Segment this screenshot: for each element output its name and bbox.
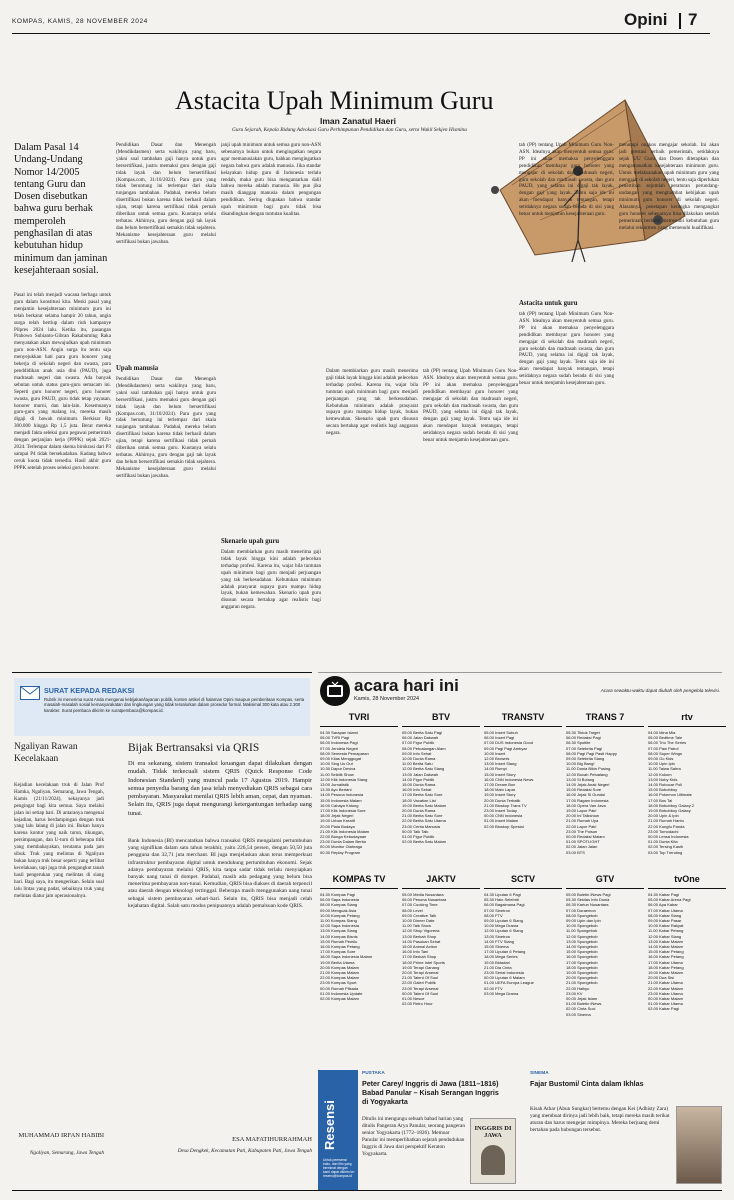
schedule-item: 19.00 Bidadari [484,959,510,965]
schedule-item: 03.00 BTS [566,849,585,855]
article-title: Astacita Upah Minimum Guru [175,86,494,115]
schedule-item: 04.30 Kompas Pagi [320,892,355,897]
schedule-item: 09.00 Menguak Asia [320,907,357,913]
schedule-item: 01.00 UEFA Europa League [484,980,534,986]
schedule-item: 23.00 KV [566,990,583,996]
schedule-item: 14.00 Pesona Indonesia [320,792,364,798]
schedule-item: 10.00 Dinner Date [402,918,435,924]
schedule-item: 14.00 Figur Publik [402,776,435,782]
schedule-item: 18.00 Mega Series [484,954,518,960]
schedule-item: 10.00 Dunia Rama [402,756,436,762]
schedule-item: 15.00 Dunia Rama [402,782,436,788]
schedule-item: 06.00 Apa Kabar [648,902,678,908]
schedule-item: 15.00 Sinema [484,944,509,950]
schedule-item: 18.00 Bobobboy Galaxy 2 [648,802,695,808]
schedule-item: 10.00 Mega Drama [484,923,519,929]
schedule-item: 02.00 Retro Hour [402,1001,433,1007]
schedule-item: 02.00 FTV [484,985,503,991]
schedule-item: 07.00 DUS Indonesia Good [484,740,533,746]
schedule-item: 15.00 Spongebob [566,949,598,955]
schedule-item: 02.00 Bioskop Spesial [484,823,524,829]
schedule-item: 01.00 Kabar Utama [648,1001,683,1007]
schedule-item: 09.00 Info Sehat [402,750,432,756]
schedule-item: 13.00 Sinetron [484,933,511,939]
schedule-item: 20.00 Terapi Arsenal [402,970,439,976]
schedule-item: 00.00 Kabar Malam [648,996,683,1002]
schedule-item: 11.00 Talk Show [402,923,431,929]
schedule-item: 07.00 Figur Publik [402,740,435,746]
tv-bottom-channel-logo: KOMPAS TV [320,870,398,889]
schedule-item: 23.00 Tomodachi [648,828,679,834]
article-col-3: janji upah minimum untuk semua guru non-ASN sebenarnya bukan untuk mengingatkan negara agar memanusiakan guru, bahkan mengingatkan negara bahwa guru adalah manusia. Jika standar kelayakan hidup guru di Indonesia terlalu rendah, maka guru bisa mengantarkan dalil bahwa mereka adalah manusia. Hu pun jika masih dianggap manusia dalam pengungan pendidikan. Sering diupakan bahwa standar upah minimum bagi guru tidak bisa disandingkan dengan tuntutan kualitas. [221,142,321,218]
schedule-item: 22.00 Kompas Malam [320,975,359,981]
schedule-item: 13.30 Ayo Bertani [320,787,352,793]
schedule-item: 22.00 Bunga Kebudayaan [320,834,367,840]
schedule-item: 20.00 Kompas Malam [320,964,359,970]
schedule-item: 22.00 Galeri Publik [402,980,436,986]
letter-sign: MUHAMMAD IRFAN HABIBI [18,1132,104,1139]
pustaka-body: Ditulis ini mengungu sebuah babad harian yang ditulis Pangeran Arya Panular, seorang pangeran senior Yogyakarta (1772–1826). Memoar Panular ini memperlihatkan sejarah pendudukan Inggris di Jawa dari perspektif Keraton Yogyakarta. [362,1116,466,1157]
schedule-item: 13.00 Berkah Shop [402,933,437,939]
schedule-item: 10.00 Spongebob [566,923,598,929]
article-col-2: Pendidikan Dasar dan Menengah (Mendikdasmen) serta wakilnya yang baru, yakni soal tambahan gaji hanya untuk guru bersertifikasi, justru memaksi guru dengan gaji tidak layak dan belum bersertifikasi (Kompas.com, 31/10/2024). Para guru yang tidak beruntung ini terlempar dari skala tunjangan tambahan. Padahal, mereka belum disertifikasi bukan karena tidak berhasil dalam ujian, tetapi karena sertifikasi tidak pernah diberikan untuk semua guru. Kuotanya selalu terbatas. Akhirnya, guru dengan gaji tak layak dan belum bersertifikasi semakin tidak sejahtera. Mekanisme kesejahteraan guru melalui sertifikasi bukan jawaban. [116,142,216,245]
schedule-item: 09.00 Pagi Pagi Ambyar [484,745,527,751]
letter-body: Kejadian kecelakaan truk di Jalan Prof Hamka, Ngaliyan, Semarang, Jawa Tengah, Kamis (21/11/2024), sekayanya jadi pengingat bagi kita semua. Saya melalui jalan ini setiap hari. Di antaranya mengenai kejadian, harus berdampingan dengan truk yang lalu lalang di jalan ini. Bukan hanya karena kontur yang naik turun, tikungan, persimpangan, dan U-turn di beberapa titik yang membahayakan, terutama pada jam sibuk. Truk yang melintas di Ngaliyan bukan hanya truk besar seperti yang terlibat kecelakaan, tapi juga truk pengangkut tanah hasil pengerukan yang melintas di siang hari. Bagi saya, itu mengerikan. Selain soal lalu lintas yang padat, sebaiknya truk yang melintas diatur jam operasionalnya. [14,782,104,899]
schedule-item: 15.00 Redaksi Sore [566,787,602,793]
schedule-item: 05.30 Halo Selebriti [484,897,519,903]
schedule-item: 09.00 Kilas Menggugat [320,756,361,762]
schedule-item: 16.00 Kabar Petang [648,954,684,960]
schedule-item: 17.00 Ragam Indonesia [566,797,609,803]
schedule-item: 22.00 Lapor Pak! [566,823,597,829]
schedule-item: 06.00 Pesona Nusantara [402,897,447,903]
schedule-item: 19.00 Bobobboy Galaxy [648,808,691,814]
schedule-item: 00.00 Redaksi Malam [566,834,605,840]
schedule-item: 15.00 Insert Story [484,771,516,777]
schedule-item: 00.00 Liputan 6 Malam [484,975,525,981]
sinema-label: SINEMA [530,1071,549,1076]
qris-body: Bank Indonesia (BI) mencatatkan bahwa transaksi QRIS mengalami pertumbuhan yang signifikan dalam satu tahun terakhir, yaitu 226,54 persen, dengan 50,50 juta pengguna dan 32,71 juta merchant. BI juga menjelaskan akan terus memperkuat infrastruktur pembayaran digital untuk mendukung pertumbuhan ekonomi. Sejak adanya pembayaran melalui QRIS, kita tanpa sadar tidak terlalu menyiapkan banyak uang tunai di dompet. Padahal, masih ada pedagang yang belum bisa menerima pembayaran non-tunai. Kemudian, QRIS bisa diakses di daerah terpencil atau daerah dengan teknologi tertinggal. Beberapa masih menggunakan uang tunai sebagai sistem pembayaran sehari-hari. Selain itu, QRIS bisa menjadi celah kejahatan digital. Salah satu modus penipuannya adalah pemalsuan kode QRIS. [128,838,312,909]
schedule-item: 00.00 Talk Talk [402,828,429,834]
letter-loc: Ngaliyan, Semarang, Jawa Tengah [29,1150,104,1156]
schedule-item: 13.00 Jalan Dakwah [402,771,439,777]
schedule-item: 17.00 Kabar Utama [648,959,683,965]
schedule-item: 22.00 Haikyu [566,985,590,991]
schedule-item: 03.00 Sinema [566,1011,591,1017]
schedule-item: 16.00 Info Tani [402,949,429,955]
schedule-item: 12.00 Kabar Siang [648,933,682,939]
schedule-item: 08.00 Kabar Siang [648,912,682,918]
page-number: 7 [688,10,698,29]
schedule-item: 02.00 Jalan Jalan [566,844,598,850]
schedule-item: 10.00 Kompas Petang [320,912,360,918]
mail-icon [20,685,40,699]
schedule-item: 21.00 Kompas Malam [320,970,359,976]
schedule-item: 21.00 Spongebob [566,980,598,986]
schedule-item: 05.30 Sekilas Info Dunia [566,897,610,903]
film-poster [676,1106,722,1184]
schedule-item: 02.00 Kompas Malam [320,996,359,1002]
schedule-item: 17.00 Liputan 6 Petang [484,949,526,955]
masthead-date: KOMPAS, KAMIS, 28 NOVEMBER 2024 [12,18,148,25]
schedule-item: 23.00 Cerita Manusia [402,823,441,829]
schedule-item: 11.00 Kabar Petang [648,928,684,934]
bottom-rule [12,1190,722,1191]
schedule-item: 01.00 Figur Publik [402,834,435,840]
schedule-item: 17.00 Dream Box [484,782,516,788]
schedule-item: 18.00 Vacation List [402,797,436,803]
schedule-item: 20.00 Dua Sisi [648,975,675,981]
schedule-item: 04.30 Kabar Pagi [648,892,679,897]
schedule-item: 01.00 Insert Malam [484,818,519,824]
schedule-item: 15.00 Rumah Pemilu [320,938,358,944]
schedule-item: 15.00 Kabar Petang [648,949,684,955]
subhead-astacita: Astacita untuk guru [519,300,578,307]
section-title: Opini [624,10,668,29]
schedule-item: 05.00 TVRI Pagi [320,735,350,741]
schedule-item: 23.00 Dunia Dalam Berita [320,839,366,845]
schedule-item: 15.00 Animal Action [402,944,438,950]
schedule-item: 05.00 Berita Satu Pagi [402,730,443,735]
schedule-item: 16.00 Cahaya Kidung [320,802,359,808]
schedule-item: 17.00 Klik Indonesia Sore [320,808,366,814]
schedule-item: 01.00 Buletin iNews [566,1001,602,1007]
schedule-item: 13.00 Jurnalistik [320,782,349,788]
schedule-item: 07.00 Sinetron [484,907,511,913]
schedule-item: 10.00 Insert [484,750,506,756]
schedule-item: 00.00 Lensa Indonesia [648,834,689,840]
schedule-item: 23.00 Serial Indonesia [484,970,524,976]
tv-icon [320,676,350,706]
schedule-item: 05.00 Insert Subuh [484,730,518,735]
letters-intro: Rubrik ini menerima surat Anda mengenai kebijakan/layanan publik, konten artikel di halaman Opini maupun pemberitaan Kompas, serta masalah-masalah sosial kemasyarakatan dan lingkungan yang tidak tersalurkan dalam prosedur formal. Maksimal 300 kata atau 2.300 karakter. Surat pembaca dikirim ke suratpembaca@kompas.id. [44,697,305,713]
schedule-item: 23.00 Kabar Utama [648,990,683,996]
schedule-item: 13.00 Spongebob [566,938,598,944]
schedule-item: 06.00 Sapa Indonesia [320,897,359,903]
schedule-item: 14.00 Spongebob [566,944,598,950]
schedule-item: 19.00 Kabar Malam [648,970,683,976]
schedule-item: 16.00 CNN Indonesia News [484,776,534,782]
tv-date: Kamis, 28 November 2024 [354,696,420,702]
tv-top-schedule-column [402,730,480,864]
schedule-item: 10.00 Sing Us Out [320,761,353,767]
tv-top-schedule-column [648,730,726,864]
schedule-item: 21.00 Bioskop Trans TV [484,802,527,808]
letter-title: Ngaliyan Rawan Kecelakaan [14,742,78,764]
article-author: Iman Zanatul Haeri [320,116,397,126]
schedule-item: 18.00 Spongebob [566,964,598,970]
schedule-item: 21.00 Kabar Utama [648,980,683,986]
tv-bottom-schedule-column [484,892,562,1064]
schedule-item: 13.00 Insert Siang [484,761,517,767]
schedule-item: 09.00 Upin dan Ipin [566,918,601,924]
tv-top-schedule-column [320,730,398,864]
schedule-item: 16.00 Jejak Si Gundul [566,792,606,798]
schedule-item: 04.00 Mina Mia [648,730,676,735]
schedule-item: 11.00 Taiwa Sahra [648,766,681,772]
schedule-item: 19.00 Urban Kreatif [320,818,355,824]
article-col-6: menutupi ongkos mengajar sekolah. Ini akan jadi prestasi terbaik pemerintah, setidaknya sejak UU Guru dan Dosen ditetapkan dan mengamanatkan kesejahteraan minimum guru. Untuk melaksanakan upah minimum guru yang mengajar di sekolah negeri, tentu saja diperlukan penertiban sejumlah peraturan perundang-undangan yang menghambat kebijakan upah minimum guru honorer di sekolah negeri. Alasannya, penetapan kerangka mengangkat guru honorer sebenarnya bisa dilakukan setelah pemerintah berhasil memenuhi kebutuhan guru melalui rekrutmen yang memenuhi kualifikasi. [619,142,719,231]
schedule-item: 07.00 Selebrita Pagi [566,745,603,751]
schedule-item: 00.00 Jejak Islam [566,996,598,1002]
sinema-head: Fajar Bustomi/ Cinta dalam Ikhlas [530,1080,644,1088]
schedule-item: 00.00 CNN Indonesia [484,813,523,819]
schedule-item: 22.00 Kabar Malam [648,985,683,991]
schedule-item: 02.00 Berita Satu Malam [402,839,447,845]
schedule-item: 01.00 Nesce [402,996,425,1002]
article-col-4: Dalam membiarkan guru masih menerima gaji tidak layak hingga kini adalah pelecehan terhadap profesi. Karena itu, wajar bila tuntutan upah minimum bagi guru menjadi perjuangan yang tak berkesudahan. Kebutuhan minimum adalah prasyarat supaya guru mampu hidup layak, bukan kemewahan. Skenario upah guru disusun secara bertahap agar realistis bagi anggaran negara. [326,368,418,437]
schedule-item: 20.00 Dunia Rama [402,808,436,814]
schedule-item: 12.00 Berita Satu Siang [402,766,445,772]
tv-top-schedule-column [484,730,562,864]
letters-top-rule [12,672,312,673]
schedule-item: 08.00 Petualangan Alam [402,745,446,751]
schedule-item: 02.00 Tersing Kasih [648,844,684,850]
schedule-item: 04.30 Sarapan Islami [320,730,358,735]
schedule-item: 20.00 Piala Budaya [320,823,355,829]
schedule-item: 06.00 Insert Pagi [484,735,515,741]
subhead-skenario: Skenario upah guru [221,538,280,545]
schedule-item: 17.00 Spongebob [566,959,598,965]
book-cover [470,1118,516,1184]
schedule-item: 00.30 Replay Program [320,849,361,855]
schedule-item: 17.00 Kompas Sore [320,949,356,955]
schedule-item: 09.00 Kabar Pasar [648,918,682,924]
schedule-item: 00.00 Rumah Pilkada [320,985,359,991]
letters-header: SURAT KEPADA REDAKSI [44,686,135,695]
subhead-upah-manusia: Upah manusia [116,365,159,372]
schedule-item: 19.00 Terapi Ganang [402,964,440,970]
schedule-item: 08.00 Semesta Pemaparan [320,750,369,756]
tv-bottom-channel-logo: GTV [566,870,644,889]
schedule-item: 08.00 Super Wings [648,750,683,756]
schedule-item: 05.00 Kabar Arena Pagi [648,897,691,903]
book-portrait [481,1145,505,1175]
schedule-item: 18.00 Opera Van Java [566,802,606,808]
schedule-item: 19.00 Spongebob [566,970,598,976]
schedule-item: 21.00 Rumah Hantu [648,818,684,824]
schedule-item: 11.00 Dunia Bikin Pusing [566,766,611,772]
schedule-item: 14.00 Kompas Bisnis [320,933,358,939]
schedule-item: 11.00 Berita Satu [402,761,433,767]
schedule-item: 16.00 Spongebob [566,954,598,960]
schedule-item: 14.00 Kabar Malam [648,944,683,950]
tv-top-channel-logo: TVRI [320,708,398,727]
tv-top-channel-logo: rtv [648,708,726,727]
schedule-item: 18.00 Jejak Negeri [320,813,354,819]
schedule-item: 21.00 Berita Satu Sore [402,813,443,819]
schedule-item: 11.00 Kompas Siang [320,918,357,924]
tv-bottom-schedule-column [566,892,644,1064]
schedule-item: 14.00 Robocar Poli [648,782,683,788]
schedule-item: 05.00 Buletin iNews Pagi [566,892,611,897]
schedule-item: 06.00 Redaksi Pagi [566,735,601,741]
schedule-item: 15.00 Bobobboy [648,787,678,793]
schedule-item: 07.00 Jendela Negeri [320,745,359,751]
schedule-item: 09.00 Selebrita Siang [566,756,605,762]
schedule-item: 17.00 Berita Satu Sore [402,792,443,798]
schedule-item: 14.00 Jejak Anak Negeri [566,782,610,788]
schedule-item: 16.00 Pokemon Ultimate [648,792,692,798]
schedule-item: 08.00 Level [402,907,423,913]
schedule-item: 06.00 Bagaimana Pagi [484,902,525,908]
schedule-item: 07.00 Doraemon [566,907,596,913]
article-col-5: tah (PP) tentang Upah Minimum Guru Non-ASN. Idealnya akan menyentuh semua guru. PP ini akan memaksa penyelenggara pendidikan membayar guru honorer yang mengajar di sekolah dan madrasah negeri, guru sekolah dan madrasah swasta, dan guru PAUD, yang selama ini digaji tak layak, dengan gaji yang layak. Tentu saja ide ini akan mendapat banyak tentangan, tetapi setidaknya negara sudah berada di sisi yang benar untuk menjamin kesejahteraan guru. [423,368,518,444]
article-col-1: Pasal ini telah menjadi wacana berhaga untuk guru dalam konstitusi kita. Meski pasal yang menjamin kesejahteraan minimum guru ini telah berkarat selama hampir 20 tahun, angin surga telah bertiup dalam riuh kampanye Pilpres 2024 lalu. Ketika itu, pasangan Prabowo Subianto-Gibran Rakabuming Raka menyatakan akan mewujudkan upah minimum guru non-ASN. Angin surga itu tentu saja menyejukkan hati para guru honorer yang bekerja di sekolah negeri dan swasta, para penddidikan anak usia dini (PAUD), juga madrasah negeri dan swasta. Ada banyak sebutan untuk status guru-guru semacam ini. Seperti guru honorer negeri, guru honorer swasta, guru PAUD, guru tidak tetap yayasan, honorer murni, dan lain-lain. Kesemuanya guru-guru yang malang ini, mereka masih digaji di bawah minimum. Berkisar Rp 300.000 hingga Rp 1,5 juta. Berat mereka menjadi fakta seleksi guru pegawai pemerintah dengan perjanjian kerja (PPPK) sejak 2021-2024. Terlempar dalam skema birokrasi dari P3 sampai P4 tidak bersekadahan. Kadang bahwa ceruk kuota tidak tersedia. Hasil akhir guru PPPK setelah proses seleksi guru honorer. [14,292,111,471]
schedule-item: 16.00 Info Sehat [402,787,432,793]
schedule-item: 02.00 Kabar Pagi [648,1006,679,1012]
schedule-item: 03.00 Top Trending [648,849,683,855]
schedule-item: 14.00 FTV Siang [484,938,515,944]
schedule-item: 08.00 Pagi Pagi Pasti Happy [566,750,617,756]
schedule-item: 03.00 Mega Drama [484,990,519,996]
schedule-item: 13.00 Kompas Siang [320,928,358,934]
schedule-item: 10.00 Kabar Rakyat [648,923,684,929]
schedule-item: 18.00 Sapa Indonesia Malam [320,954,373,960]
schedule-item: 08.00 Spongebob [566,912,598,918]
schedule-item: 19.00 Insert Story [484,792,516,798]
schedule-item: 07.00 Paw Patrol [648,745,679,751]
schedule-item: 16.00 Kompas Petang [320,944,360,950]
article-col-5b: tah (PP) tentang Upah Minimum Guru Non-ASN. Idealnya akan menyentuh semua guru. PP ini akan memaksa penyelenggara pendidikan membayar guru honorer yang mengajar di sekolah dan madrasah negeri, guru sekolah dan madrasah swasta, dan guru PAUD, yang selama ini digaji tak layak, dengan gaji yang layak. Tentu saja ide ini akan mendapat banyak tentangan, tetapi setidaknya negara sudah berada di sisi yang benar untuk menjamin kesejahteraan guru. [519,311,614,387]
tv-bottom-channel-logo: JAKTV [402,870,480,889]
schedule-item: 12.00 Klik Indonesia Siang [320,776,368,782]
resensi-label: Resensi [322,1100,337,1150]
article-col-5a: tah (PP) tentang Upah Minimum Guru Non-ASN. Idealnya akan menyentuh semua guru. PP ini akan memaksa penyelenggara pendidikan membayar guru honorer yang mengajar di sekolah dan madrasah negeri, guru sekolah dan madrasah swasta, dan guru PAUD, yang selama ini digaji tak layak, dengan gaji yang layak. Tentu saja ide ini akan mendapat banyak tentangan, tetapi setidaknya negara sudah berada di sisi yang benar untuk menjamin kesejahteraan guru. [519,142,614,218]
schedule-item: 22.00 Berita Satu Utama [402,818,446,824]
article-col-3b: Dalam membiarkan guru masih menerima gaji tidak layak hingga kini adalah pelecehan terhadap profesi. Karena itu, wajar bila tuntutan upah minimum bagi guru menjadi perjuangan yang tak berkesudahan. Kebutuhan minimum adalah prasyarat supaya guru mampu hidup layak, bukan kemewahan. Skenario upah guru disusun secara bertahap agar realistis bagi anggaran negara. [221,549,321,611]
tv-title: acara hari ini [354,676,459,695]
schedule-item: 17.00 Berkah Shop [402,954,437,960]
tv-bottom-schedule-column [648,892,726,1064]
schedule-item: 17.00 Bos Tal [648,797,673,803]
tv-top-channel-logo: BTV [402,708,480,727]
schedule-item: 00.00 Monitor Olahraga [320,844,363,850]
schedule-item: 21.00 Rumah Uya [566,818,599,824]
schedule-item: 10.00 Upin Ipin [648,761,675,767]
schedule-item: 14.00 Rumpi [484,766,507,772]
author-role: Guru Sejarah, Kepala Bidang Advokasi Guru Perhimpunan Pendidikan dan Guru, serta Wakil Sekjen Hisminu [232,127,467,133]
tv-bottom-schedule-column [320,892,398,1064]
schedule-item: 20.00 Dunia Terbalik [484,797,521,803]
schedule-item: 23.00 Insert Today [484,808,517,814]
schedule-item: 02.00 Cinta Suci [566,1006,596,1012]
schedule-item: 20.00 Upin & Ipin [648,813,679,819]
schedule-item: 13.00 Noby Kids [648,776,678,782]
schedule-item: 12.00 Kokom [648,771,672,777]
tv-top-rule [318,672,722,673]
schedule-item: 08.00 FTV [484,912,503,918]
tv-top-schedule-column [566,730,644,864]
schedule-item: 21.00 Klik Indonesia Malam [320,828,370,834]
schedule-item: 10.00 Big Bang! [566,761,595,767]
tv-top-channel-logo: TRANSTV [484,708,562,727]
schedule-item: 11.00 Spongebob [566,928,598,934]
schedule-item: 23.00 Terapi Arsenal [402,985,439,991]
schedule-item: 22.00 Kungfu Panda [648,823,685,829]
schedule-item: 10.30 Dapur Deviva [320,766,356,772]
schedule-item: 12.00 Bocah Petualang [566,771,608,777]
schedule-item: 14.00 Pasukan Sehat [402,938,441,944]
schedule-item: 13.00 Kabar Malam [648,938,683,944]
schedule-item: 23.00 Kompas Sport [320,980,357,986]
schedule-item: 21.00 Talent Of Soul [402,975,439,981]
schedule-item: 19.00 Berita Utama [320,959,355,965]
schedule-item: 07.00 Kabar Utama [648,907,683,913]
tv-top-channel-logo: TRANS 7 [566,708,644,727]
schedule-item: 00.00 Talent Of Soul [402,990,439,996]
schedule-item: 07.00 Cooking Time [402,902,438,908]
schedule-item: 23.00 The Poison [566,828,598,834]
schedule-item: 08.00 Kompas Siang [320,902,358,908]
qris-loc: Desa Dengkek, Kecamatan Pati, Kabupaten Pati, Jawa Tengah [177,1148,312,1154]
pustaka-head: Peter Carey/ Inggris di Jawa (1811–1816) Babad Panular – Kisah Serangan Inggris di Yogyakarta [362,1080,499,1106]
schedule-item: 18.00 Prime Intel Sports [402,959,445,965]
schedule-item: 01.00 SPOTLIGHT [566,839,600,845]
schedule-item: 15.00 Indonesia Malam [320,797,362,803]
schedule-item: 06.00 Trio The Series [648,740,687,746]
qris-title: Bijak Bertransaksi via QRIS [128,742,260,754]
sinema-body: Kisah Athar (Abun Sungkar) bertemu dengan Kei (Adhisty Zara) yang membuat dirinya jadi lebih baik, tetapi mereka masih terikat aturan dan harus mengejar mimpinya. Mereka berjuang demi bertahan pada hubungan tersebut. [530,1106,670,1133]
pustaka-label: PUSTAKA [362,1071,385,1076]
tv-note: Acara sewaktu-waktu dapat diubah oleh pengelola televisi. [600,688,720,693]
masthead-rule [12,33,710,34]
schedule-item: 12.00 Liputan 6 Siang [484,928,523,934]
schedule-item: 05.00 Media Nusantara [402,892,444,897]
schedule-item: 05.00 Bedtime Tale [648,735,683,741]
qris-lead: Di era sekarang, sistem transaksi keuangan dapat dilakukan dengan mudah. Tidak terkecuali sistem QRIS (Quick Response Code Indonesian Standard) yang muncul pada 17 Agustus 2019. Hampir semua penyedia barang dan jasa telah menyediakan QRIS sebagai cara pembayaran. Masyarakat menilai QRIS lebih aman, cepat, dan nyaman. Selain itu, QRIS juga dapat mengurangi ketergantungan terhadap uang tunai. [128,760,312,817]
schedule-item: 09.00 Go Kids [648,756,674,762]
schedule-item: 11.00 Selidik Show [320,771,354,777]
schedule-item: 12.00 Brownis [484,756,510,762]
schedule-item: 18.00 Kabar Petang [648,964,684,970]
schedule-item: 06.30 Kartun Nusantara [566,902,609,908]
book-title: INGGRIS DI JAWA [474,1125,512,1139]
resensi-note: Untuk peresensi buku, dan film yang berminat dengan kami dapat dikirim ke: resensi@kompas.id [323,1158,355,1178]
schedule-item: 06.30 Spotlite [566,740,591,746]
tv-bottom-schedule-column [402,892,480,1064]
schedule-item: 01.00 Dunia Kita [648,839,678,845]
schedule-item: 20.00 Spongebob [566,975,598,981]
schedule-item: 12.00 Sapa Indonesia [320,923,359,929]
schedule-item: 09.00 Liputan 6 Siang [484,918,523,924]
schedule-item: 05.30 Tiktok Target [566,730,600,735]
schedule-item: 04.30 Liputan 6 Pagi [484,892,521,897]
schedule-item: 19.00 Lapor Pak! [566,808,597,814]
tv-bottom-channel-logo: tvOne [648,870,726,889]
qris-sign: ESA MAFATIHURRAHMAH [232,1136,312,1143]
schedule-item: 18.00 Main Lapar [484,787,516,793]
schedule-item: 12.00 Spongebob [566,933,598,939]
tv-bottom-channel-logo: SCTV [484,870,562,889]
schedule-item: 13.00 Si Bolang [566,776,595,782]
schedule-item: 12.00 Shop Vigorena [402,928,440,934]
schedule-item: 01.00 Indonesia Update [320,990,363,996]
section-divider [679,13,681,29]
schedule-item: 06.00 Jalan Dakwah [402,735,439,741]
article-col-2b: Pendidikan Dasar dan Menengah (Mendikdasmen) serta wakilnya yang baru, yakni soal tambahan gaji hanya untuk guru bersertifikasi, justru memaksi guru dengan gaji tidak layak dan belum bersertifikasi (Kompas.com, 31/10/2024). Para guru yang tidak beruntung ini terlempar dari skala tunjangan tambahan. Padahal, mereka belum disertifikasi bukan karena tidak berhasil dalam ujian, tetapi karena sertifikasi tidak pernah diberikan untuk semua guru. Kuotanya selalu terbatas. Akhirnya, guru dengan gaji tak layak dan belum bersertifikasi semakin tidak sejahtera. Mekanisme kesejahteraan guru melalui sertifikasi bukan jawaban. [116,376,216,479]
schedule-item: 20.00 Ini Talkshow [566,813,599,819]
schedule-item: 06.00 Indonesia Pagi [320,740,358,746]
schedule-item: 21.00 Dia Cinta [484,964,512,970]
pullquote: Dalam Pasal 14 Undang-Undang Nomor 14/2005 tentang Guru dan Dosen disebutkan bahwa guru berhak memperoleh penghasilan di atas kebutuhan hidup minimum dan jaminan kesejahteraan sosial. [14,142,108,276]
schedule-item: 09.00 Creative Talk [402,912,437,918]
schedule-item: 19.00 Berita Satu Malam [402,802,447,808]
